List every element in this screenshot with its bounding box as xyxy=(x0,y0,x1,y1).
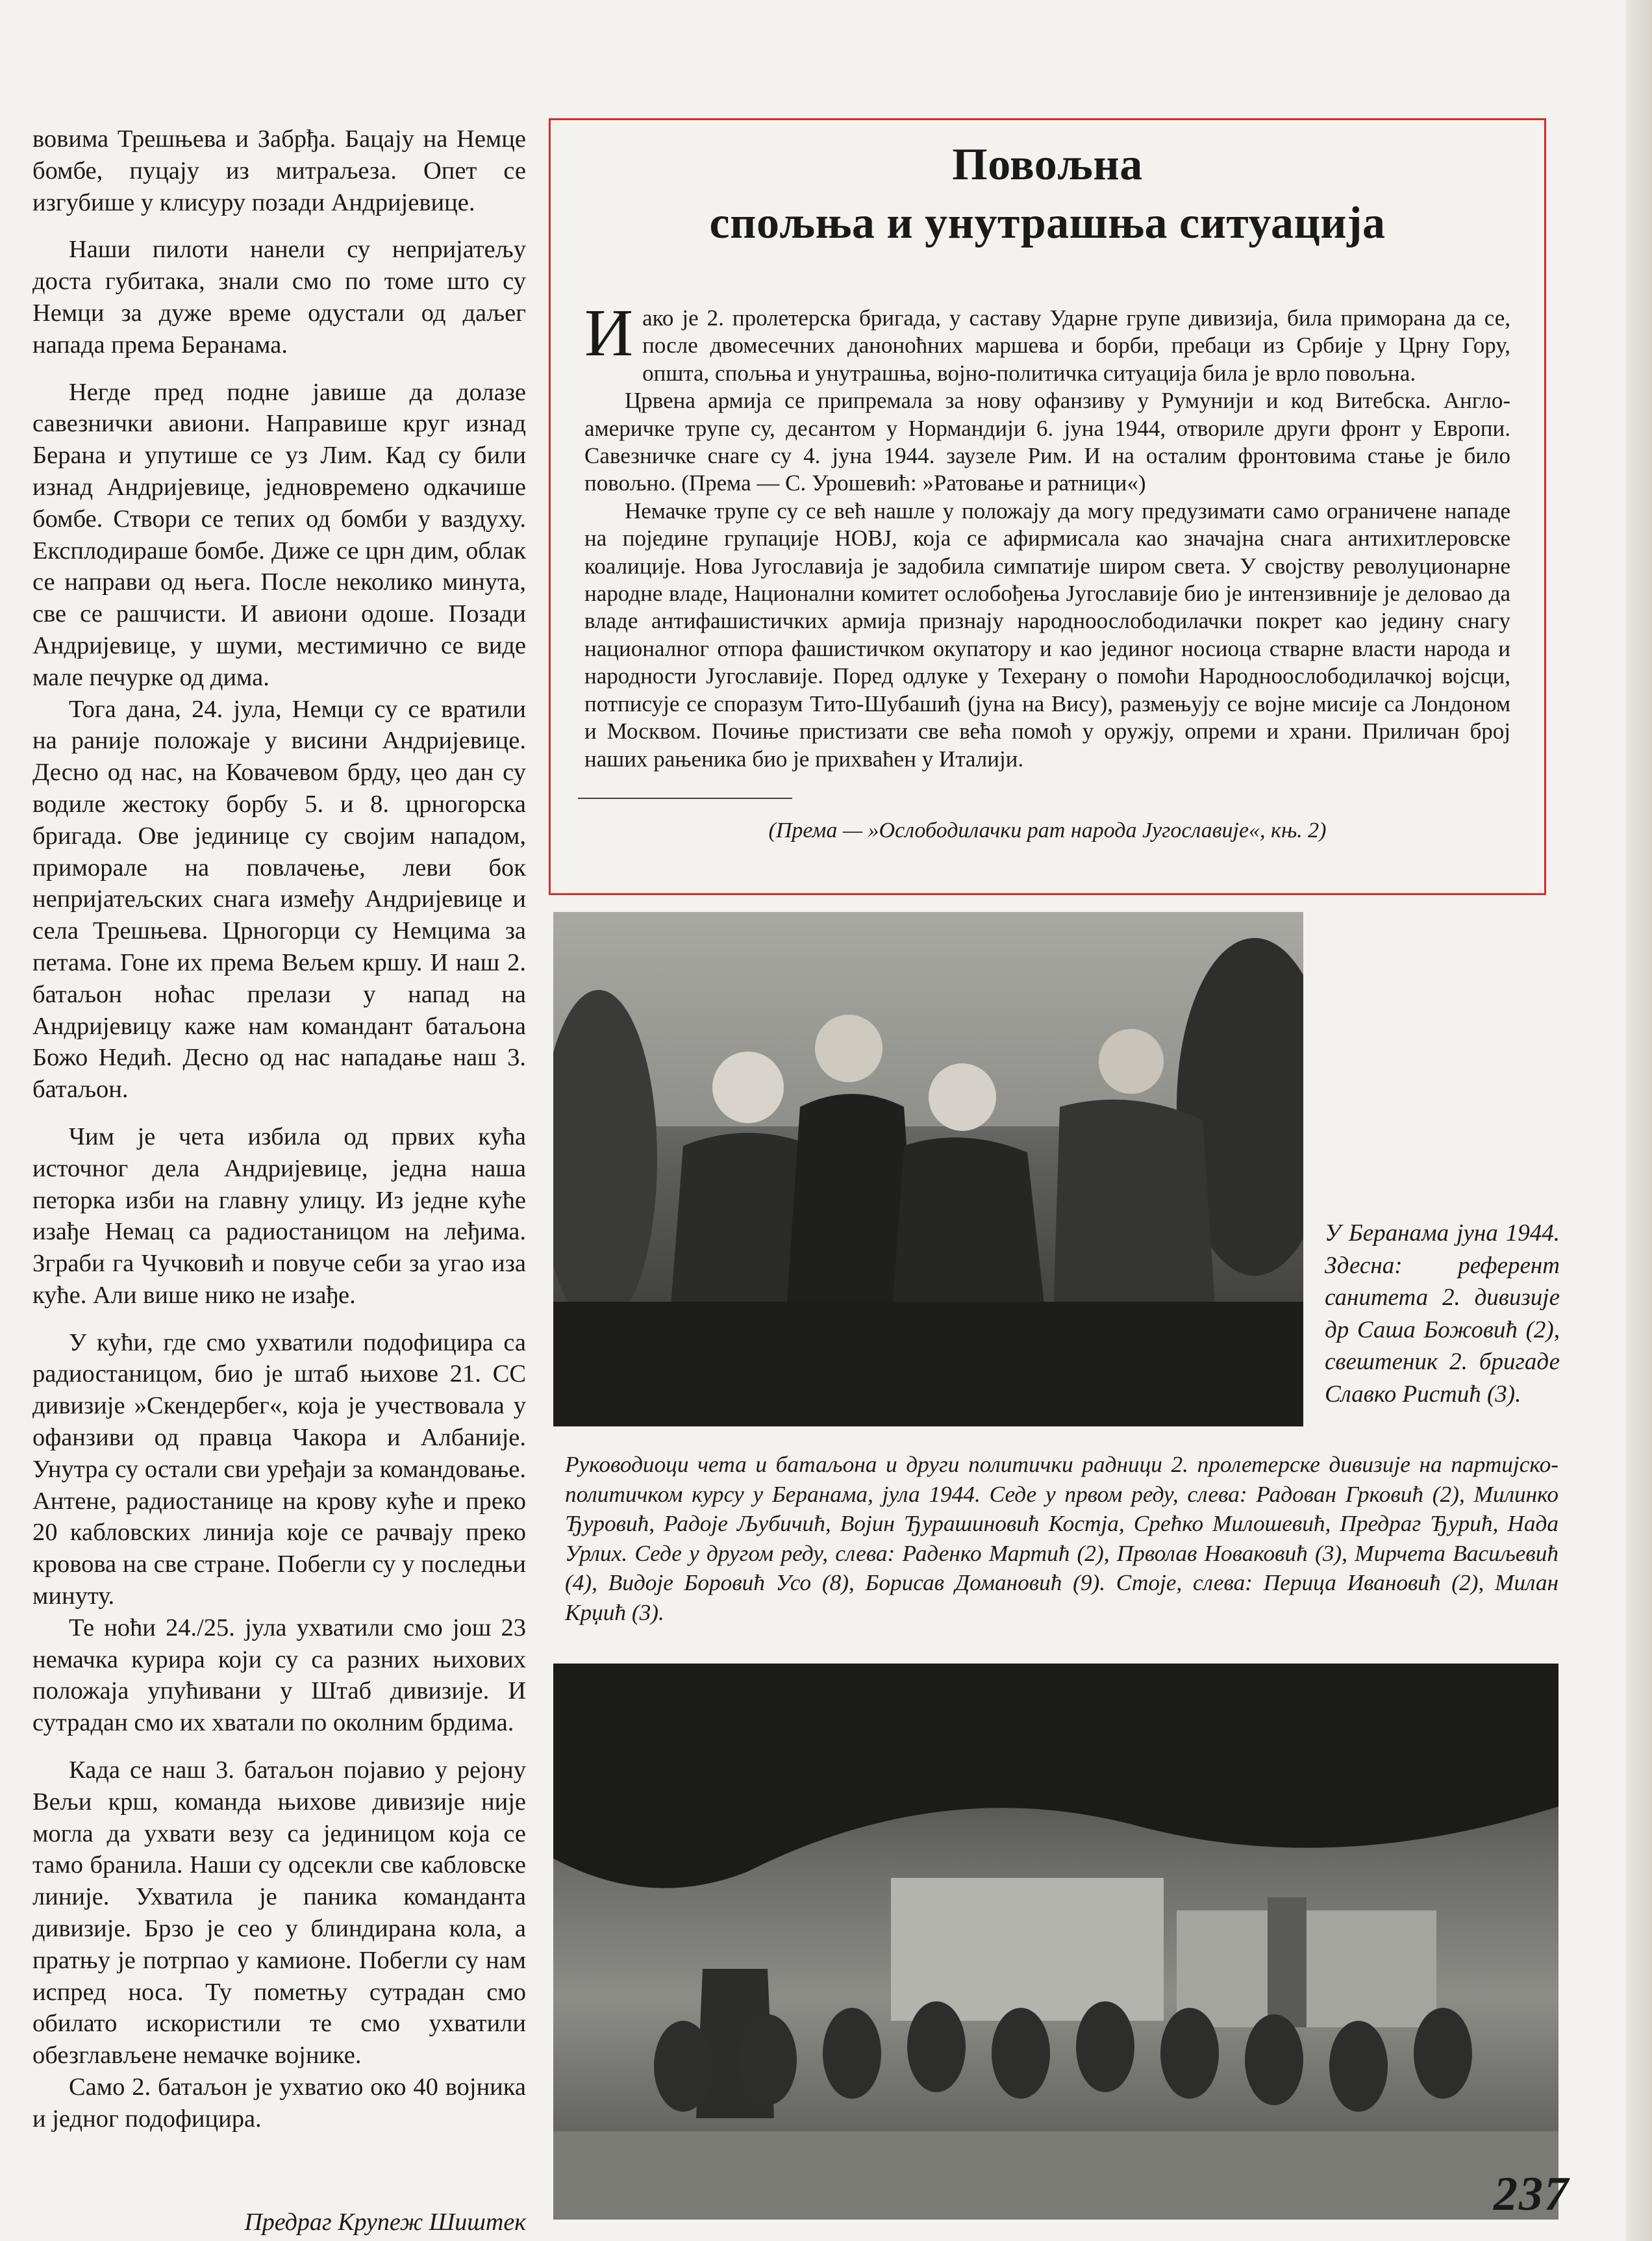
article-title xyxy=(584,136,1510,253)
author-signature: Предраг Крупеж Шиштек xyxy=(244,2208,526,2236)
left-paragraph-3: Негде пред подне јавише да долазе савезнички авиони. Направише круг изнад Берана и упутише се уз Лим. Кад су били изнад Андријевице, једновремено одкачише бомбе. Створи се тепих од бомби у ваздуху. Експлодираше бомбе. Диже се црн дим, облак се направи од њега. После неколико минута, све се рашчисти. И авиони одоше. Позади Андријевице, у шуми, местимично се виде мале печурке од дима. xyxy=(32,378,526,691)
article-paragraph-3: Немачке трупе су се већ нашле у положају да могу предузимати само ограничене нападе на поједине групације НОВЈ, која се афирмисала као значајна снага антихитлеровске коалиције. Нова Југославија је задобила симпатије широм света. У својству револуционарне народне владе, Национални комитет ослобођења Југославије био је интензивније је деловао да владе антифашистичких армија признају народноослободилачки покрет као једину снагу националног отпора фашистичком окупатору и као јединог носиоца стварне власти народа и народности Југославије. Поред одлуке у Техерану о помоћи Народноослободилачкој војсци, потписује се споразум Тито-Шубашић (јуна на Вису), размењују се војне мисије са Лондоном и Москвом. Почиње пристизати све већа помоћ у оружју, опреми и храни. Приличан број наших рањеника био је прихваћен у Италији. xyxy=(584,498,1510,772)
page-number: 237 xyxy=(1494,2168,1570,2221)
article-paragraph-2: Црвена армија се припремала за нову офанзиву у Румунији и код Витебска. Англо-америчке трупе су, десантом у Нормандији 6. јуна 1944, отвориле други фронт у Европи. Савезничке снаге су 4. јуна 1944. заузеле Рим. И на осталим фронтовима стање је било повољно. (Према — С. Урошевић: »Ратовање и ратници«) xyxy=(584,388,1510,496)
article-source: (Према — »Ослободилачки рат народа Југославије«, књ. 2) xyxy=(768,818,1327,842)
page-edge xyxy=(1626,0,1652,2241)
left-paragraph-4: Тога дана, 24. јула, Немци су се вратили на раније положаје у висини Андријевице. Десно од нас, на Ковачевом брду, цео дан су водиле жестоку борбу 5. и 8. црногорска бригада. Ове јединице су својим нападом, приморале на повлачење, леви бок непријатељских снага између Андријевице и села Трешњева. Црногорци су Немцима за петама. Гоне их према Вељем кршу. И наш 2. батаљон ноћас прелази у напад на Андријевицу каже нам командант батаљона Божо Недић. Десно од нас нападање наш 3. батаљон. xyxy=(32,695,526,1104)
article-paragraph-1 xyxy=(584,296,1510,387)
photo1-caption: У Беранама јуна 1944. Здесна: референт санитета 2. дивизије др Саша Божовић (2), свештеник 2. бригаде Славко Ристић (3). xyxy=(1325,1220,1560,1408)
article-box xyxy=(549,118,1546,895)
photo-group-portrait xyxy=(553,912,1303,1426)
left-paragraph-9: Само 2. батаљон је ухватио око 40 војника и једног подофицира. xyxy=(32,2073,526,2133)
left-column-text xyxy=(32,123,526,2238)
photo2-caption: Руководиоци чета и батаљона и други политички радници 2. пролетерске дивизије на партијско-политичком курсу у Беранама, јула 1944. Седе у првом реду, слева: Радован Грковић (2), Милинко Ђуровић, Радоје Љубичић, Војин Ђурашиновић Костја, Срећко Милошевић, Предраг Ђурић, Нада Урлих. Седе у другом реду, слева: Раденко Мартић (2), Прволав Новаковић (3), Мирчета Васиљевић (4), Видоје Боровић Усо (8), Борисав Домановић (9). Стоје, слева: Перица Ивановић (2), Милан Крџић (3). xyxy=(565,1452,1558,1625)
photo-group-course xyxy=(553,1664,1558,2220)
left-paragraph-2: Наши пилоти нанели су непријатељу доста губитака, знали смо по томе што су Немци за дуже време одустали од даљег напада према Беранама. xyxy=(32,236,526,359)
left-paragraph-8: Када се наш 3. батаљон појавио у рејону Вељи крш, команда њихове дивизије није могла да ухвати везу са јединицом која се тамо бранила. Наши су одсекли све кабловске линије. Ухватила је паника команданта дивизије. Брзо је сео у блиндирана кола, а пратњу је потрпао у камионе. Побегли су нам испред носа. Ту пометњу сутрадан смо обилато искористили те смо ухватили обезглављене немачке војнике. xyxy=(32,1756,526,2070)
left-paragraph-5: Чим је чета избила од првих кућа источног дела Андријевице, једна наша петорка изби на главну улицу. Из једне куће изађе Немац са радиостаницом на леђима. Зграби га Чучковић и повуче себи за угао иза куће. Али више нико не изађе. xyxy=(32,1122,526,1309)
left-paragraph-6: У кући, где смо ухватили подофицира са радиостаницом, био је штаб њихове 21. СС дивизије »Скендербег«, која је учествовала у офанзиви од правца Чакора и Албаније. Унутра су остали сви уређаји за командовање. Антене, радиостанице на крову куће и преко 20 кабловских линија које се рачвају преко кровова на све стране. Побегли су у последњи минуту. xyxy=(32,1328,526,1610)
left-paragraph-7: Те ноћи 24./25. јула ухватили смо још 23 немачка курира који су са разних њихових положаја упућивани у Штаб дивизије. И сутрадан смо их хватали по околним брдима. xyxy=(32,1614,526,1737)
left-paragraph-1: вовима Трешњева и Забрђа. Бацају на Немце бомбе, пуцају из митраљеза. Опет се изгубише у клисуру позади Андријевице. xyxy=(32,125,526,216)
drop-cap: И xyxy=(584,296,634,370)
article-title-line-2: спољња и унутрашња ситуација xyxy=(709,198,1386,248)
article-paragraph-1-text: ако је 2. пролетерска бригада, у саставу Ударне групе дивизија, била приморана да се, после двомесечних данонoћних маршева и борби, пребаци из Србије у Црну Гору, општа, спољња и унутрашња, војно-политичка ситуација била је врло повољна. xyxy=(642,305,1510,386)
article-title-line-1: Повољна xyxy=(952,140,1143,190)
source-divider xyxy=(578,798,792,799)
article-body xyxy=(584,296,1510,773)
